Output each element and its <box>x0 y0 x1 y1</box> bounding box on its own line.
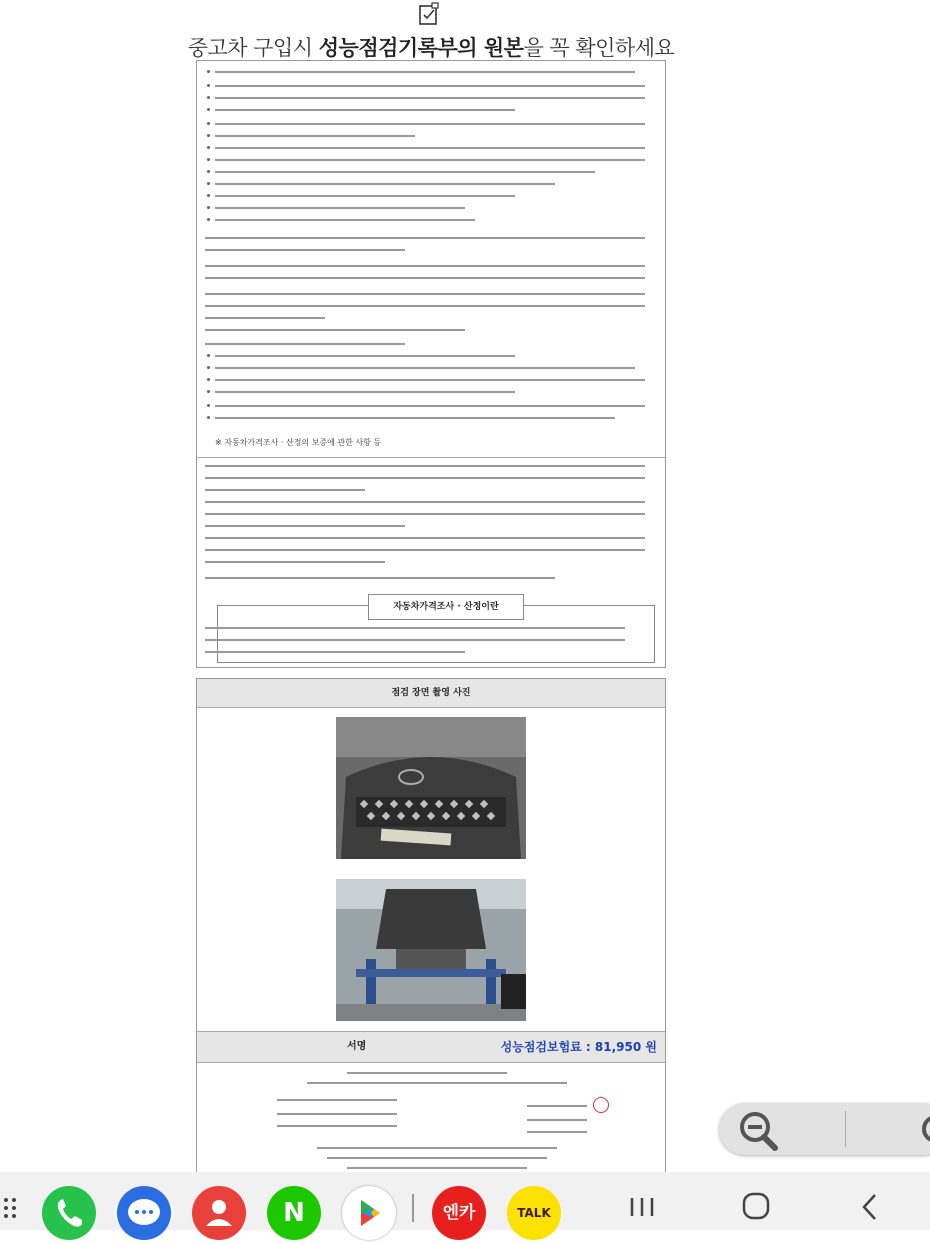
zoom-out-icon[interactable] <box>729 1107 789 1151</box>
document-text-line <box>205 343 405 345</box>
fee-value: 81,950 원 <box>594 1040 657 1054</box>
document-bullet <box>207 354 210 357</box>
document-text-line <box>215 355 515 357</box>
document-text-line <box>205 501 645 503</box>
document-bullet <box>207 122 210 125</box>
zoom-in-icon[interactable] <box>914 1111 930 1147</box>
document-text-line <box>215 195 515 197</box>
recent-apps-icon[interactable] <box>622 1186 662 1226</box>
phone-app-icon[interactable] <box>42 1186 96 1240</box>
document-text-line <box>215 219 475 221</box>
naver-app-label: N <box>283 1198 305 1228</box>
document-text-line <box>327 1157 547 1159</box>
taskbar-separator <box>412 1194 414 1222</box>
fee-label: 성능점검보험료 : <box>500 1040 595 1054</box>
signature-label: 서명 <box>347 1041 367 1052</box>
document-text-line <box>205 513 645 515</box>
encar-app-icon[interactable] <box>432 1186 486 1240</box>
document-text-line <box>215 391 515 393</box>
edit-document-icon[interactable] <box>418 2 440 26</box>
document-bullet <box>207 416 210 419</box>
document-text-line <box>347 1072 507 1074</box>
document-text-line <box>205 465 645 467</box>
document-bullet <box>207 218 210 221</box>
front-inspection-photo <box>336 717 526 859</box>
document-text-line <box>215 171 595 173</box>
document-text-line <box>215 123 645 125</box>
document-text-line <box>205 237 645 239</box>
section-divider <box>197 457 665 458</box>
document-bullet <box>207 182 210 185</box>
document-text-line <box>205 549 645 551</box>
messages-app-icon[interactable] <box>117 1186 171 1240</box>
document-text-line <box>205 537 645 539</box>
inspection-notice <box>0 32 862 62</box>
photo-section-header: 점검 장면 촬영 사진 <box>197 679 665 708</box>
document-text-line <box>205 329 465 331</box>
document-text-line <box>215 147 645 149</box>
document-bullet <box>207 170 210 173</box>
document-bullet <box>207 206 210 209</box>
encar-app-label: 엔카 <box>442 1203 476 1223</box>
seal-stamp <box>593 1097 609 1113</box>
document-text-line <box>215 135 415 137</box>
document-bullet <box>207 158 210 161</box>
document-text-line <box>205 651 465 653</box>
document-text-line <box>215 85 645 87</box>
play-store-app-icon[interactable] <box>342 1186 396 1240</box>
notice-suffix: 을 꼭 확인하세요 <box>523 36 675 60</box>
document-text-line <box>205 317 325 319</box>
document-text-line <box>215 405 645 407</box>
definition-box <box>217 602 655 663</box>
document-bullet <box>207 390 210 393</box>
document-text-line <box>215 71 635 73</box>
document-text-line <box>215 207 465 209</box>
document-text-line <box>205 489 365 491</box>
back-icon[interactable] <box>850 1186 890 1226</box>
document-text-line <box>205 627 625 629</box>
document-text-line <box>527 1119 587 1121</box>
document-bullet <box>207 194 210 197</box>
home-icon[interactable] <box>736 1186 776 1226</box>
section-heading: ※ 자동차가격조사 · 산정의 보증에 관한 사항 등 <box>215 438 382 447</box>
document-text-line <box>205 561 385 563</box>
document-bullet <box>207 146 210 149</box>
notice-prefix: 중고차 구입시 <box>187 36 319 60</box>
kakaotalk-app-icon[interactable] <box>507 1186 561 1240</box>
definition-box-title: 자동차가격조사 · 산정이란 <box>368 594 524 620</box>
document-text-line <box>205 305 645 307</box>
inspection-document-page-1 <box>196 60 666 668</box>
underside-inspection-photo <box>336 879 526 1021</box>
document-text-line <box>205 277 645 279</box>
document-text-line <box>205 577 555 579</box>
document-bullet <box>207 96 210 99</box>
notice-bold: 성능점검기록부의 원본 <box>318 36 524 60</box>
document-text-line <box>277 1125 397 1127</box>
document-text-line <box>205 477 645 479</box>
document-text-line <box>527 1131 587 1133</box>
document-text-line <box>277 1099 397 1101</box>
document-text-line <box>317 1147 557 1149</box>
apps-grid-icon[interactable] <box>0 1196 18 1220</box>
document-text-line <box>205 525 405 527</box>
document-text-line <box>215 367 635 369</box>
document-text-line <box>205 265 645 267</box>
contacts-app-icon[interactable] <box>192 1186 246 1240</box>
document-bullet <box>207 366 210 369</box>
signature-row <box>197 1031 665 1063</box>
document-text-line <box>307 1082 567 1084</box>
bottom-navigation-bar <box>0 1172 930 1230</box>
document-text-line <box>215 183 555 185</box>
document-text-line <box>277 1113 397 1115</box>
document-text-line <box>215 417 615 419</box>
zoom-divider <box>845 1111 846 1147</box>
document-bullet <box>207 70 210 73</box>
naver-app-icon[interactable] <box>267 1186 321 1240</box>
document-text-line <box>205 639 625 641</box>
kakaotalk-app-label: TALK <box>517 1206 551 1220</box>
inspection-document-page-2 <box>196 678 666 1174</box>
inspection-insurance-fee <box>501 1032 657 1062</box>
document-bullet <box>207 84 210 87</box>
document-text-line <box>215 97 645 99</box>
document-text-line <box>527 1105 587 1107</box>
document-text-line <box>215 379 645 381</box>
document-text-line <box>347 1167 527 1169</box>
document-text-line <box>215 159 645 161</box>
document-bullet <box>207 378 210 381</box>
document-bullet <box>207 134 210 137</box>
document-bullet <box>207 108 210 111</box>
document-text-line <box>205 293 645 295</box>
document-text-line <box>215 109 515 111</box>
document-bullet <box>207 404 210 407</box>
document-text-line <box>205 249 405 251</box>
zoom-control[interactable] <box>719 1103 930 1155</box>
